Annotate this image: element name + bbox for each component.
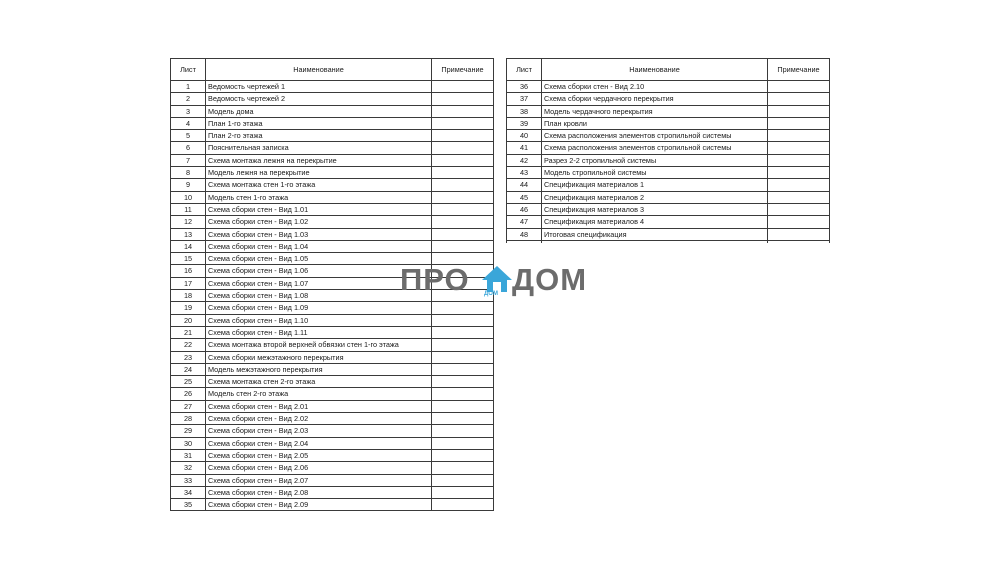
table-row [171,216,494,228]
table-row [171,203,494,215]
header-note: Примечание [768,59,830,81]
sheet-name: Пояснительная записка [206,142,432,154]
sheet-name: План 1-го этажа [206,117,432,129]
sheet-name: Модель стен 1-го этажа [206,191,432,203]
sheet-name: Схема расположения элементов стропильной системы [542,142,768,154]
table-row [171,130,494,142]
table-row [507,191,830,203]
sheet-name: Спецификация материалов 2 [542,191,768,203]
sheet-note [432,376,494,388]
sheet-note [768,105,830,117]
sheet-number: 3 [171,105,206,117]
sheet-number: 44 [507,179,542,191]
sheet-note [432,462,494,474]
table-row [171,179,494,191]
table-row [171,462,494,474]
empty-cell [768,240,830,243]
sheet-number: 34 [171,486,206,498]
sheet-name: Модель стропильной системы [542,167,768,179]
sheet-number: 39 [507,117,542,129]
sheet-name: Модель стен 2-го этажа [206,388,432,400]
table-row-empty [507,240,830,243]
table-row [171,413,494,425]
table-row [171,228,494,240]
sheet-name: Схема сборки стен - Вид 2.08 [206,486,432,498]
sheet-name: Разрез 2-2 стропильной системы [542,154,768,166]
table-row [507,167,830,179]
sheet-name: Схема сборки межэтажного перекрытия [206,351,432,363]
empty-cell [507,240,542,243]
sheet-number: 30 [171,437,206,449]
sheet-number: 33 [171,474,206,486]
sheet-name: Схема монтажа второй верхней обвязки стен 1-го этажа [206,339,432,351]
sheet-number: 14 [171,240,206,252]
sheet-name: Модель дома [206,105,432,117]
sheet-name: Схема сборки стен - Вид 1.03 [206,228,432,240]
table-row [171,167,494,179]
sheet-name: План 2-го этажа [206,130,432,142]
sheet-name: Спецификация материалов 3 [542,203,768,215]
sheet-name: План кровли [542,117,768,129]
sheet-number: 32 [171,462,206,474]
sheet-note [432,203,494,215]
sheet-note [768,93,830,105]
sheet-number: 17 [171,277,206,289]
sheet-number: 29 [171,425,206,437]
sheet-name: Схема сборки стен - Вид 1.07 [206,277,432,289]
sheet-name: Ведомость чертежей 1 [206,81,432,93]
sheet-number: 36 [507,81,542,93]
sheet-name: Ведомость чертежей 2 [206,93,432,105]
sheet-note [768,179,830,191]
sheet-number: 8 [171,167,206,179]
sheet-note [432,413,494,425]
sheet-note [432,240,494,252]
header-name: Наименование [542,59,768,81]
sheet-number: 2 [171,93,206,105]
sheet-name: Итоговая спецификация [542,228,768,240]
table-row [171,376,494,388]
sheet-note [432,154,494,166]
sheet-number: 11 [171,203,206,215]
empty-cell [542,240,768,243]
table-row [171,81,494,93]
sheet-number: 46 [507,203,542,215]
table-row [171,105,494,117]
sheet-name: Схема сборки стен - Вид 1.08 [206,290,432,302]
table-row [507,216,830,228]
sheet-number: 16 [171,265,206,277]
sheet-number: 42 [507,154,542,166]
sheet-number: 6 [171,142,206,154]
table-row [171,302,494,314]
header-note: Примечание [432,59,494,81]
watermark-logo [400,263,600,303]
sheet-note [432,449,494,461]
table-row [171,499,494,511]
sheet-number: 47 [507,216,542,228]
sheet-note [768,228,830,240]
sheet-name: Спецификация материалов 4 [542,216,768,228]
sheet-name: Схема сборки стен - Вид 2.06 [206,462,432,474]
sheet-note [768,154,830,166]
table-row [507,203,830,215]
sheet-number: 26 [171,388,206,400]
sheet-note [432,130,494,142]
sheet-number: 18 [171,290,206,302]
sheet-note [432,474,494,486]
sheet-name: Модель лежня на перекрытие [206,167,432,179]
table-row [171,486,494,498]
sheet-number: 40 [507,130,542,142]
sheet-name: Схема сборки стен - Вид 2.04 [206,437,432,449]
table-row [171,388,494,400]
sheet-name: Схема расположения элементов стропильной системы [542,130,768,142]
sheet-note [432,425,494,437]
sheet-note [432,93,494,105]
sheet-number: 9 [171,179,206,191]
drawing-list-table-right [506,58,830,243]
sheet-name: Схема монтажа стен 2-го этажа [206,376,432,388]
sheet-note [768,191,830,203]
sheet-number: 31 [171,449,206,461]
sheet-name: Схема сборки стен - Вид 2.07 [206,474,432,486]
sheet-note [432,388,494,400]
sheet-number: 23 [171,351,206,363]
table-row [171,191,494,203]
sheet-number: 25 [171,376,206,388]
sheet-note [432,486,494,498]
table-row [171,117,494,129]
table-row [507,228,830,240]
sheet-note [432,437,494,449]
header-sheet: Лист [507,59,542,81]
sheet-name: Схема сборки стен - Вид 1.05 [206,253,432,265]
sheet-note [432,363,494,375]
sheet-note [432,117,494,129]
sheet-number: 7 [171,154,206,166]
table-row [171,437,494,449]
table-row [507,93,830,105]
sheet-note [432,167,494,179]
sheet-note [432,499,494,511]
sheet-note [768,117,830,129]
sheet-note [768,203,830,215]
sheet-note [432,302,494,314]
sheet-note [768,167,830,179]
sheet-name: Схема сборки стен - Вид 1.10 [206,314,432,326]
table-row [171,363,494,375]
sheet-note [432,351,494,363]
sheet-note [768,142,830,154]
sheet-note [432,81,494,93]
table-row [171,314,494,326]
watermark-subtext: ДОМ [484,291,498,297]
sheet-number: 13 [171,228,206,240]
sheet-name: Схема сборки стен - Вид 2.10 [542,81,768,93]
table-row [507,81,830,93]
watermark-text-pro: ПРО [400,262,470,297]
sheet-number: 1 [171,81,206,93]
table-row [507,179,830,191]
table-row [171,93,494,105]
sheet-number: 5 [171,130,206,142]
sheet-name: Схема сборки стен - Вид 1.02 [206,216,432,228]
sheet-number: 24 [171,363,206,375]
sheet-name: Схема сборки стен - Вид 1.04 [206,240,432,252]
sheet-note [432,179,494,191]
table-row [507,154,830,166]
table-row [507,130,830,142]
sheet-name: Модель межэтажного перекрытия [206,363,432,375]
table-row [507,142,830,154]
sheet-name: Схема сборки стен - Вид 2.09 [206,499,432,511]
table-row [171,400,494,412]
sheet-number: 22 [171,339,206,351]
sheet-number: 19 [171,302,206,314]
sheet-note [432,400,494,412]
sheet-note [432,339,494,351]
sheet-number: 41 [507,142,542,154]
table-row [171,240,494,252]
sheet-note [432,105,494,117]
sheet-name: Схема сборки стен - Вид 1.09 [206,302,432,314]
header-name: Наименование [206,59,432,81]
sheet-number: 12 [171,216,206,228]
table-row [171,154,494,166]
table-row [171,142,494,154]
sheet-number: 21 [171,326,206,338]
sheet-number: 43 [507,167,542,179]
sheet-name: Схема сборки стен - Вид 2.05 [206,449,432,461]
sheet-note [432,142,494,154]
sheet-name: Схема сборки стен - Вид 1.06 [206,265,432,277]
sheet-number: 35 [171,499,206,511]
sheet-number: 28 [171,413,206,425]
sheet-note [432,314,494,326]
sheet-name: Схема сборки стен - Вид 2.02 [206,413,432,425]
table-row [507,105,830,117]
sheet-note [768,81,830,93]
header-sheet: Лист [171,59,206,81]
sheet-number: 48 [507,228,542,240]
sheet-number: 27 [171,400,206,412]
sheet-note [768,216,830,228]
sheet-note [432,326,494,338]
sheet-note [768,130,830,142]
sheet-note [432,191,494,203]
sheet-number: 10 [171,191,206,203]
table-row [171,474,494,486]
sheet-name: Спецификация материалов 1 [542,179,768,191]
table-row [171,326,494,338]
sheet-number: 37 [507,93,542,105]
sheet-name: Схема сборки стен - Вид 1.11 [206,326,432,338]
sheet-number: 45 [507,191,542,203]
sheet-name: Модель чердачного перекрытия [542,105,768,117]
sheet-number: 20 [171,314,206,326]
table-row [171,351,494,363]
sheet-name: Схема сборки стен - Вид 1.01 [206,203,432,215]
table-row [171,425,494,437]
sheet-name: Схема монтажа лежня на перекрытие [206,154,432,166]
sheet-name: Схема сборки стен - Вид 2.03 [206,425,432,437]
sheet-name: Схема монтажа стен 1-го этажа [206,179,432,191]
sheet-name: Схема сборки чердачного перекрытия [542,93,768,105]
sheet-name: Схема сборки стен - Вид 2.01 [206,400,432,412]
sheet-number: 38 [507,105,542,117]
sheet-note [432,228,494,240]
sheet-number: 4 [171,117,206,129]
watermark-text-dom: ДОМ [512,262,588,297]
table-row [171,339,494,351]
sheet-note [432,216,494,228]
table-row [171,449,494,461]
sheet-number: 15 [171,253,206,265]
table-row [507,117,830,129]
